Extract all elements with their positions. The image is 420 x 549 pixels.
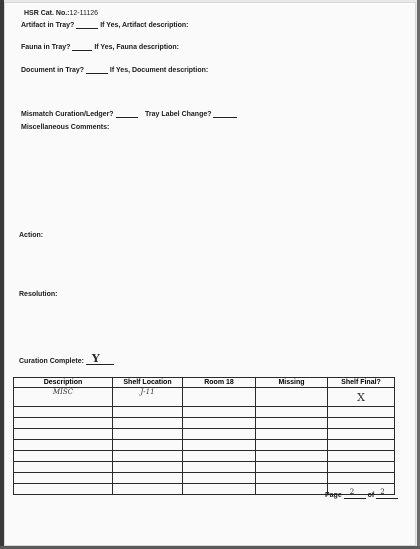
table-cell[interactable]	[183, 388, 256, 407]
tray-label-blank[interactable]	[213, 110, 237, 118]
page-label: Page	[325, 492, 342, 499]
table-cell[interactable]	[14, 429, 113, 440]
page-total-blank[interactable]	[376, 488, 398, 499]
table-header-row	[14, 378, 395, 388]
artifact-question	[21, 21, 189, 29]
table-cell[interactable]	[183, 484, 256, 495]
misc-comments-label: Miscellaneous Comments:	[21, 124, 110, 131]
table-cell[interactable]	[183, 473, 256, 484]
table-cell[interactable]	[14, 418, 113, 429]
table-row	[14, 407, 395, 418]
table-cell[interactable]	[256, 473, 328, 484]
table-cell[interactable]	[328, 473, 395, 484]
col-missing: Missing	[256, 378, 328, 388]
catalog-label: HSR Cat. No.:	[24, 10, 70, 17]
document-label: Document in Tray?	[21, 67, 85, 74]
table-cell[interactable]	[113, 473, 183, 484]
table-row	[14, 451, 395, 462]
tray-label-label: Tray Label Change?	[145, 111, 212, 118]
fauna-blank[interactable]	[72, 43, 92, 51]
curation-complete-value: Y	[91, 352, 100, 365]
table-cell[interactable]	[113, 429, 183, 440]
table-cell[interactable]	[14, 462, 113, 473]
table-cell[interactable]	[256, 484, 328, 495]
table-cell[interactable]	[113, 484, 183, 495]
catalog-value: 12-11126	[69, 10, 99, 17]
table-cell[interactable]	[14, 407, 113, 418]
table-cell[interactable]	[328, 407, 395, 418]
fauna-label: Fauna in Tray?	[21, 44, 71, 51]
page-count	[325, 488, 398, 499]
cell-text: X	[357, 390, 365, 404]
table-cell[interactable]	[183, 429, 256, 440]
table-cell[interactable]	[183, 451, 256, 462]
table-cell[interactable]	[113, 440, 183, 451]
catalog-number	[24, 10, 98, 17]
table-cell[interactable]	[256, 418, 328, 429]
table-cell[interactable]	[256, 440, 328, 451]
page-num-blank[interactable]	[344, 488, 366, 499]
table-cell[interactable]	[113, 451, 183, 462]
mismatch-blank[interactable]	[116, 110, 138, 118]
table-cell[interactable]	[14, 388, 113, 407]
table-cell[interactable]	[14, 440, 113, 451]
table-row	[14, 429, 395, 440]
table-cell[interactable]	[113, 407, 183, 418]
of-label: of	[367, 492, 375, 499]
tray-table	[13, 377, 395, 495]
document-question	[21, 66, 208, 74]
col-room-18: Room 18	[183, 378, 256, 388]
table-row	[14, 440, 395, 451]
table-cell[interactable]	[14, 484, 113, 495]
page-num: 2	[349, 488, 355, 496]
table-row	[14, 418, 395, 429]
table-cell[interactable]	[256, 407, 328, 418]
table-cell[interactable]	[113, 388, 183, 407]
cell-text: MISC	[52, 388, 74, 396]
table-cell[interactable]	[183, 418, 256, 429]
artifact-blank[interactable]	[76, 21, 98, 29]
table-cell[interactable]	[328, 440, 395, 451]
table-cell[interactable]	[328, 451, 395, 462]
table-cell[interactable]	[256, 451, 328, 462]
document-desc-label: If Yes, Document description:	[109, 67, 209, 74]
table-cell[interactable]	[328, 388, 395, 407]
action-label: Action:	[19, 232, 44, 239]
document-blank[interactable]	[86, 66, 108, 74]
curation-complete	[19, 352, 114, 365]
tray-label-question	[145, 110, 237, 118]
curation-complete-label: Curation Complete:	[19, 358, 84, 365]
fauna-question	[21, 43, 179, 51]
table-row	[14, 462, 395, 473]
table-cell[interactable]	[183, 440, 256, 451]
fauna-desc-label: If Yes, Fauna description:	[94, 44, 179, 51]
mismatch-question	[21, 110, 138, 118]
table-cell[interactable]	[328, 462, 395, 473]
page-total: 2	[380, 488, 385, 496]
table-cell[interactable]	[183, 407, 256, 418]
table-cell[interactable]	[14, 451, 113, 462]
table-row	[14, 388, 395, 407]
col-description: Description	[14, 378, 113, 388]
table-cell[interactable]	[183, 462, 256, 473]
cell-text: J-11	[140, 388, 155, 396]
table-cell[interactable]	[14, 473, 113, 484]
table-cell[interactable]	[256, 388, 328, 407]
table-cell[interactable]	[256, 429, 328, 440]
table-cell[interactable]	[113, 418, 183, 429]
col-shelf-location: Shelf Location	[113, 378, 183, 388]
table-cell[interactable]	[256, 462, 328, 473]
artifact-desc-label: If Yes, Artifact description:	[100, 22, 189, 29]
mismatch-label: Mismatch Curation/Ledger?	[21, 111, 114, 118]
resolution-label: Resolution:	[19, 291, 58, 298]
table-cell[interactable]	[113, 462, 183, 473]
curation-complete-blank[interactable]	[86, 352, 114, 365]
table-row	[14, 473, 395, 484]
table-cell[interactable]	[328, 429, 395, 440]
artifact-label: Artifact in Tray?	[21, 22, 75, 29]
table-cell[interactable]	[328, 418, 395, 429]
col-shelf-final: Shelf Final?	[328, 378, 395, 388]
